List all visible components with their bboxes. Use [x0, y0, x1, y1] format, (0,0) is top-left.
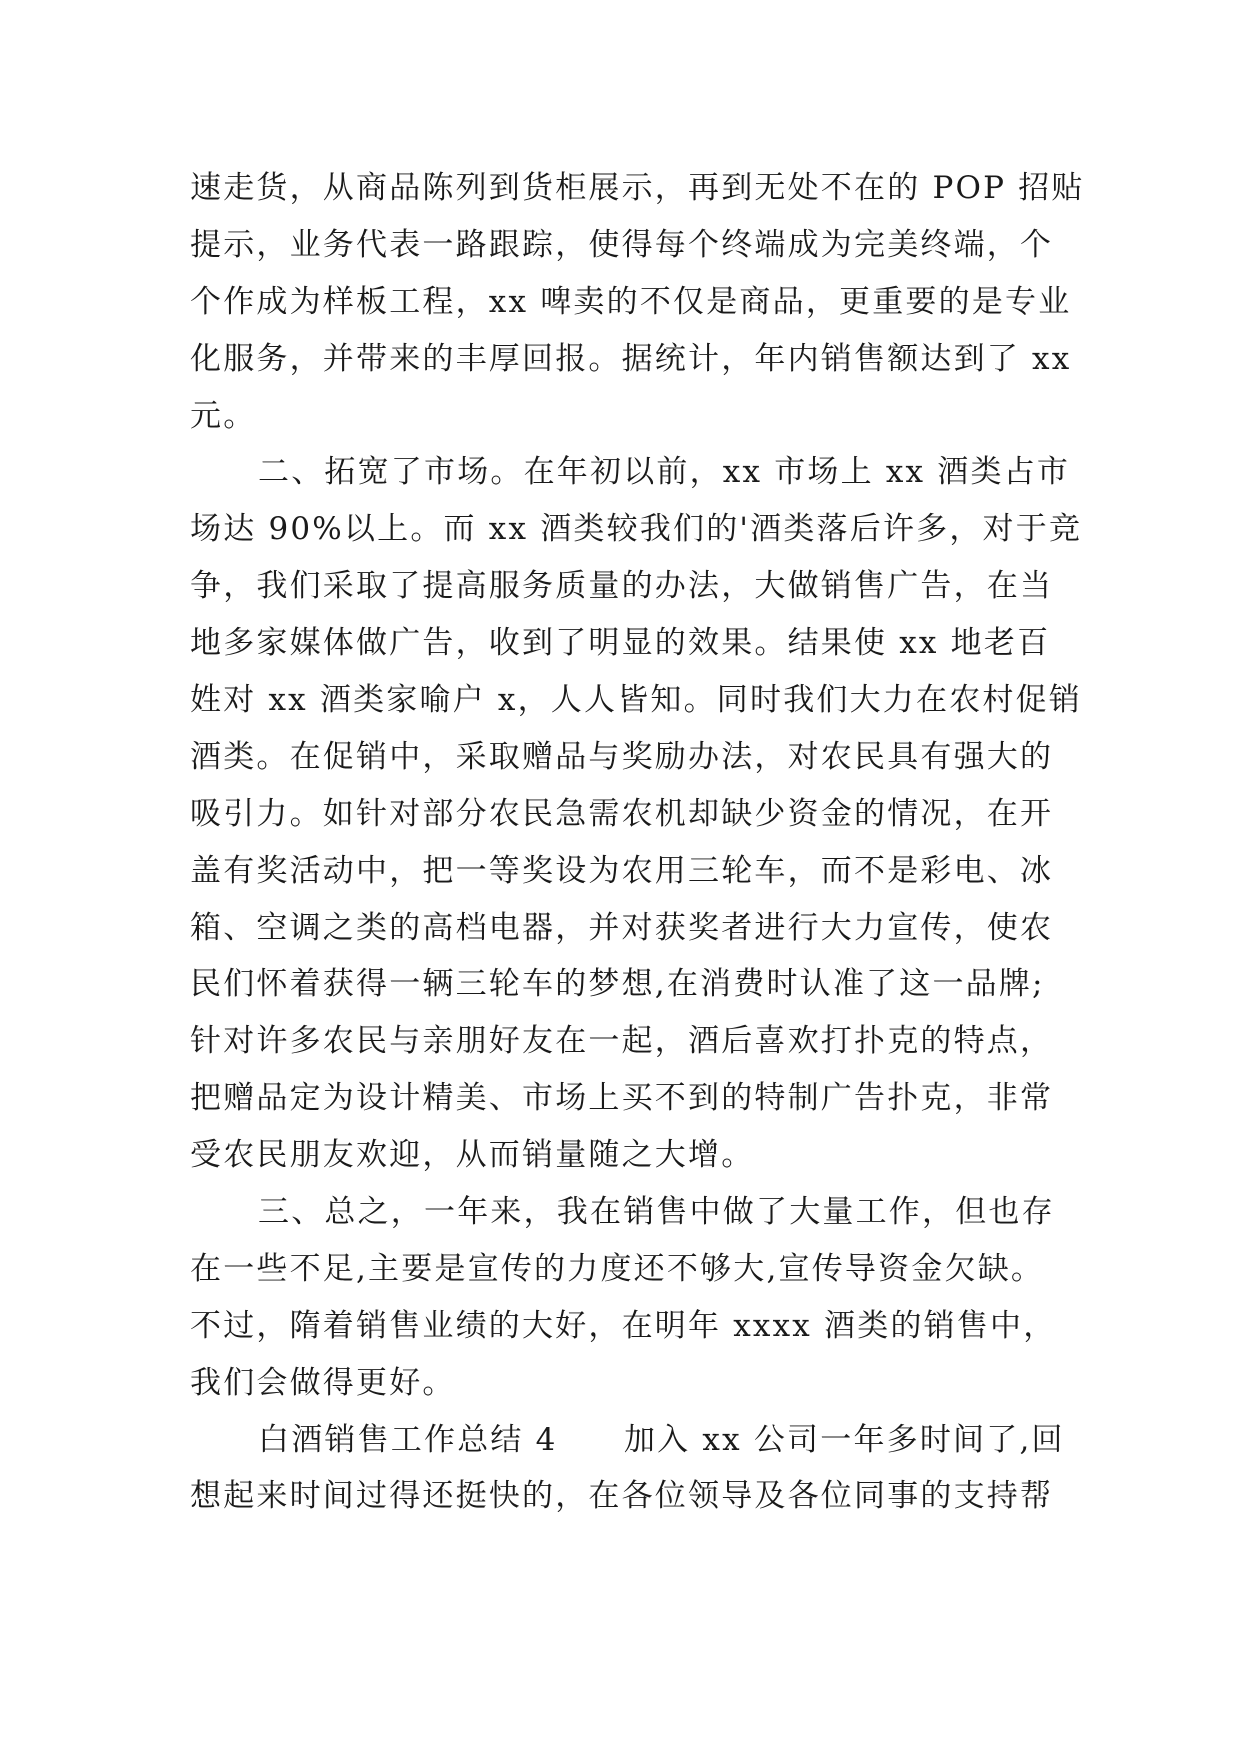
- text-line: 把赠品定为设计精美、市场上买不到的特制广告扑克，非常: [190, 1080, 1054, 1117]
- text-line: 地多家媒体做广告，收到了明显的效果。结果使 xx 地老百: [190, 625, 1051, 662]
- text-line: 个作成为样板工程，xx 啤卖的不仅是商品，更重要的是专业: [190, 283, 1072, 320]
- text-line: 速走货，从商品陈列到货柜展示，再到无处不在的 POP 招贴: [190, 170, 1085, 206]
- paragraph-3-start: 三、总之，一年来，我在销售中做了大量工作，但也存: [258, 1194, 1055, 1231]
- text-line: 提示，业务代表一路跟踪，使得每个终端成为完美终端，个: [190, 226, 1054, 263]
- text-line: 箱、空调之类的高档电器，并对获奖者进行大力宣传，使农: [190, 909, 1054, 946]
- text-line: 想起来时间过得还挺快的，在各位领导及各位同事的支持帮: [190, 1478, 1054, 1515]
- text-line: 盖有奖活动中，把一等奖设为农用三轮车，而不是彩电、冰: [190, 852, 1054, 889]
- text-line: 吸引力。如针对部分农民急需农机却缺少资金的情况，在开: [190, 795, 1054, 832]
- text-line: 我们会做得更好。: [190, 1364, 456, 1401]
- text-line: 针对许多农民与亲朋好友在一起，酒后喜欢打扑克的特点，: [190, 1023, 1054, 1060]
- text-line: 在一些不足,主要是宣传的力度还不够大,宣传导资金欠缺。: [190, 1250, 1045, 1287]
- text-line: 民们怀着获得一辆三轮车的梦想,在消费时认准了这一品牌;: [190, 966, 1045, 1003]
- text-line: 姓对 xx 酒类家喻户 x，人人皆知。同时我们大力在农村促销: [190, 682, 1083, 719]
- text-line: 场达 90%以上。而 xx 酒类较我们的'酒类落后许多，对于竞: [190, 511, 1083, 548]
- text-line: 酒类。在促销中，采取赠品与奖励办法，对农民具有强大的: [190, 738, 1054, 775]
- text-line: 元。: [190, 397, 257, 434]
- text-line: 受农民朋友欢迎，从而销量随之大增。: [190, 1137, 755, 1174]
- paragraph-2-start: 二、拓宽了市场。在年初以前，xx 市场上 xx 酒类占市: [258, 454, 1071, 491]
- text-line: 化服务，并带来的丰厚回报。据统计，年内销售额达到了 xx: [190, 340, 1072, 377]
- text-line: 不过，隋着销售业绩的大好，在明年 xxxx 酒类的销售中，: [190, 1307, 1057, 1344]
- body-text: [190, 160, 1085, 1525]
- text-line: 争，我们采取了提高服务质量的办法，大做销售广告，在当: [190, 568, 1054, 605]
- section-heading-line: 白酒销售工作总结 4 加入 xx 公司一年多时间了,回: [258, 1421, 1065, 1458]
